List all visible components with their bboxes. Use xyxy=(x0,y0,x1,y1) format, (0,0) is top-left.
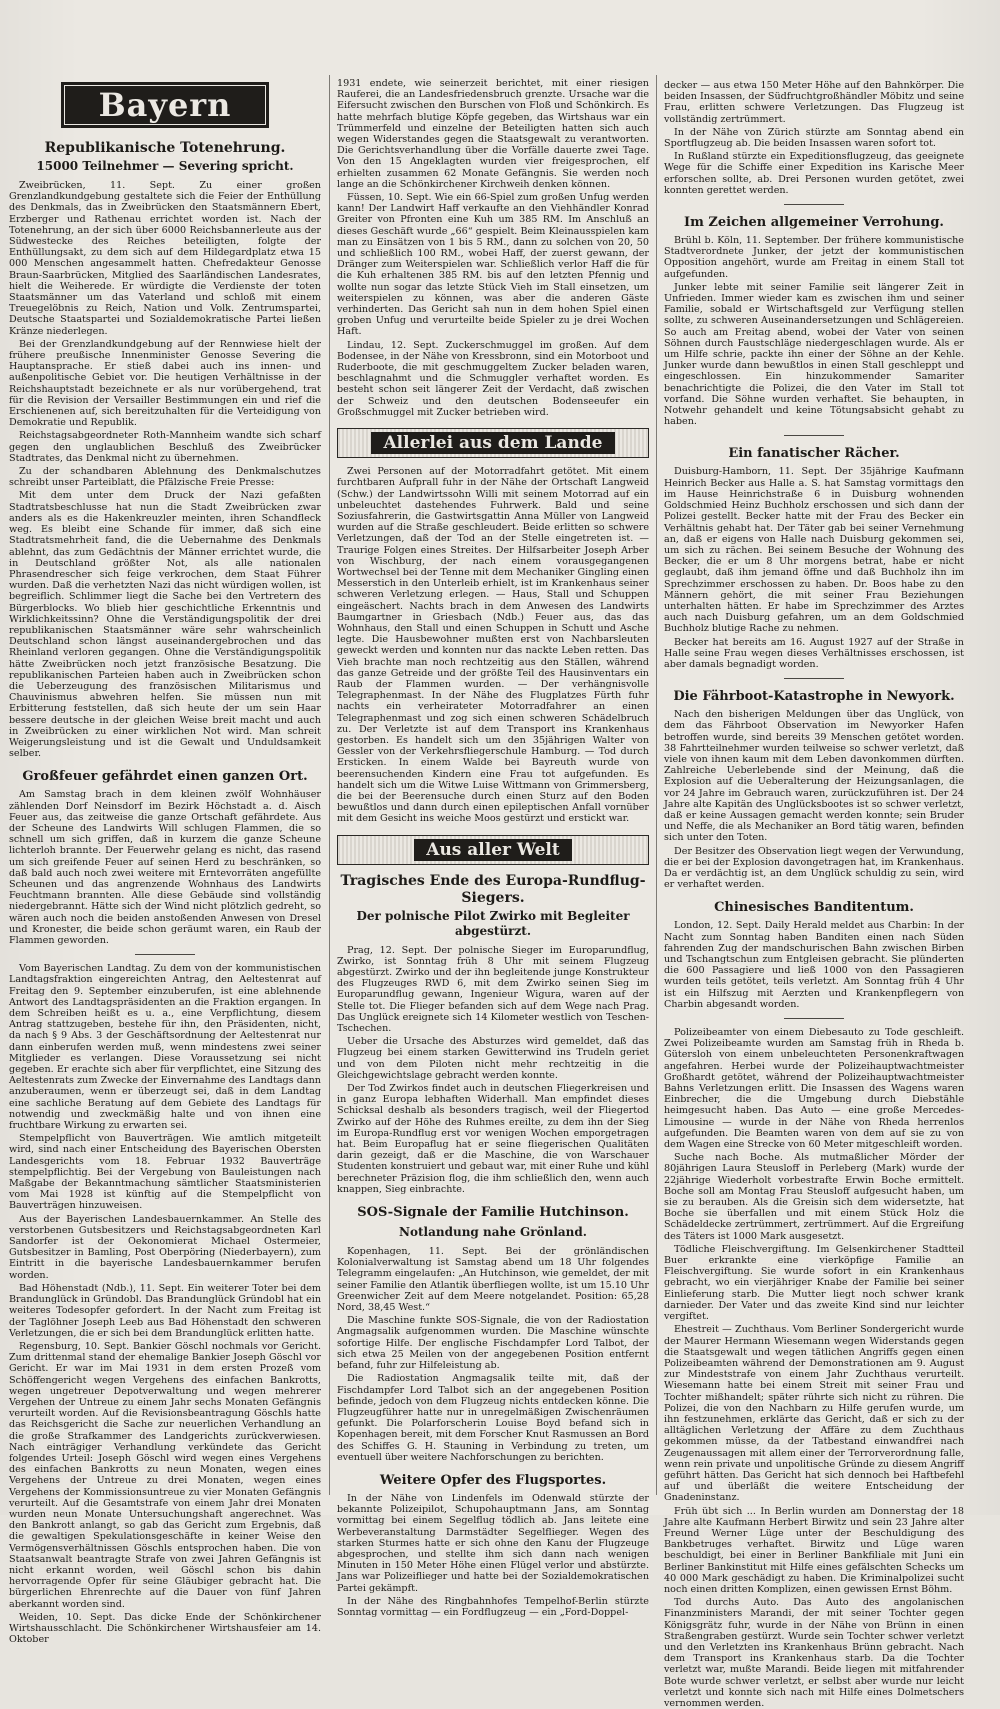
article-paragraph: Vom Bayerischen Landtag. Zu dem von der kommunistischen Landtagsfraktion eingereichten Antrag, den Aeltestenrat auf Freitag den 9. September einzuberufen, ist eine ablehnende Antwort des Landtagspräsidenten an die Fraktion ergangen. In dem Schreiben heißt es u. a., eine Verpflichtung, diesem Antrag stattzugeben, bestehe für ihn, den Präsidenten, nicht, da nach § 9 Abs. 3 der Geschäftsordnung der Aeltestenrat nur dann einberufen werden muß, wenn mindestens zwei seiner Mitglieder es verlangen. Diese Voraussetzung sei nicht gegeben. Er erachte sich aber für verpflichtet, eine Sitzung des Aeltestenrats zum Zwecke der Einvernahme des Landtags dann anzuberaumen, wenn er überzeugt sei, daß in dem Landtag eine sachliche Beratung auf dem Gebiete des Landtags für notwendig und zweckmäßig halte und von ihnen eine fruchtbare Wirkung zu erwarten sei. xyxy=(9,963,321,1132)
article-paragraph: Nach den bisherigen Meldungen über das Unglück, von dem das Fährboot Observation im Newyorker Hafen betroffen wurde, sind bereits 39 Menschen getötet worden. 38 Fahrtteilnehmer wurden teilweise so schwer verletzt, daß viele von ihnen kaum mit dem Leben davonkommen dürften. Zahlreiche Ueberlebende sind der Meinung, daß die Explosion auf die Ueberalterung der Heizungsanlagen, die vor 24 Jahre im Gebrauch waren, zurückzuführen ist. Der 24 Jahre alte Kapitän des Unglücksbootes ist so schwer verletzt, daß er keine Aussagen gemacht werden konnte; sein Bruder und Neffe, die als Mechaniker an Bord tätig waren, befinden sich unter den Toten. xyxy=(664,709,964,844)
separator xyxy=(784,204,844,205)
headline: Tragisches Ende des Europa-Rundflug-Siegers. xyxy=(340,872,646,906)
article-paragraph: Ueber die Ursache des Absturzes wird gemeldet, daß das Flugzeug bei einem starken Gewitterwind ins Trudeln geriet und von dem Piloten nicht mehr rechtzeitig in die Gleichgewichtslage gebracht werden konnte. xyxy=(337,1036,649,1081)
article-paragraph: Lindau, 12. Sept. Zuckerschmuggel im großen. Auf dem Bodensee, in der Nähe von Kressbronn, sind ein Motorboot und Ruderboote, die mit geschmuggeltem Zucker beladen waren, beschlagnahmt und die Schmuggler verhaftet worden. Es besteht schon seit längerer Zeit der Verdacht, daß zwischen der Schweiz und den deutschen Bodenseeufer ein Großschmuggel mit Zucker betrieben wird. xyxy=(337,339,649,418)
section-masthead-bayern: Bayern xyxy=(61,82,269,128)
column-rule xyxy=(329,75,330,1495)
article-paragraph: Brühl b. Köln, 11. September. Der frühere kommunistische Stadtverordnete Junker, der jetzt der kommunistischen Opposition angehört, wurde am Freitag in einem Stall tot aufgefunden. xyxy=(664,235,964,280)
headline: Im Zeichen allgemeiner Verrohung. xyxy=(684,215,944,231)
article-paragraph: In der Nähe von Lindenfels im Odenwald stürzte der bekannte Polizeipilot, Schupohauptmann Jans, am Sonntag vormittag bei einem Segelflug tödlich ab. Jans leitete eine Werbeveranstaltung Darmstädter Segelflieger. Wegen des starken Sturmes hatte er sich ohne den Kanu der Flugzeuge abgesprochen, und stellte ihm sich dann nach wenigen Minuten in 150 Meter Höhe einen Flügel verlor und abstürzte. Jans war Polizeiflieger und hatte bei der Sozialdemokratischen Partei gekämpft. xyxy=(337,1492,649,1594)
article-paragraph: Die Maschine funkte SOS-Signale, die von der Radiostation Angmagsalik aufgenommen wurden. Die Maschine wünschte sofortige Hilfe. Der englische Fischdampfer Lord Talbot, der sich etwa 25 Meilen von der angegebenen Position entfernt befand, fuhr zur Hilfeleistung ab. xyxy=(337,1315,649,1372)
headline: Chinesisches Banditentum. xyxy=(714,900,914,916)
separator xyxy=(135,954,195,955)
article-paragraph: In Rußland stürzte ein Expeditionsflugzeug, das geeignete Wege für die Schiffe einer Expedition ins Karische Meer erforschen sollte, ab. Drei Personen wurden getötet, zwei konnten gerettet werden. xyxy=(664,151,964,196)
article-paragraph: In der Nähe von Zürich stürzte am Sonntag abend ein Sportflugzeug ab. Die beiden Insassen waren sofort tot. xyxy=(664,126,964,150)
article-paragraph: Der Tod Zwirkos findet auch in deutschen Fliegerkreisen und in ganz Europa lebhaften Widerhall. Man empfindet dieses Schicksal deshalb als besonders tragisch, weil der Fliegertod Zwirko auf der Höhe des Ruhmes ereilte, zu dem ihn der Sieg im Europa-Rundflug erst vor wenigen Wochen emporgetragen hat. Beim Europaflug hat er seine fliegerischen Qualitäten darin gezeigt, daß er die Maschine, die von Warschauer Studenten konstruiert und gebaut war, mit einer Ruhe und kühl berechneter Präzision flog, die ihm schließlich den, wenn auch knappen, Sieg einbrachte. xyxy=(337,1083,649,1195)
separator xyxy=(784,435,844,436)
section-banner xyxy=(337,835,649,865)
headline: Großfeuer gefährdet einen ganzen Ort. xyxy=(22,769,308,785)
article-paragraph: Ehestreit — Zuchthaus. Vom Berliner Sondergericht wurde der Maurer Hermann Wiesemann wegen Widerstands gegen die Staatsgewalt und wegen tätlichen Angriffs gegen einen Polizeibeamten während der Demonstrationen am 9. August zur Mindeststrafe von einem Jahr Zuchthaus verurteilt. Wiesemann hatte bei einem Streit mit seiner Frau und Tochter mißhandelt; später rührte sich nicht zu rühren. Die Polizei, die von den Nachbarn zu Hilfe gerufen wurde, um ihn festzunehmen, erklärte das Gericht, daß er sich zu der alltäglichen Verletzung der Affäre zu dem Zuchthaus gekommen müsse, da der Tatbestand einwandfrei nach Zeugenaussagen mit allem einer der Terrorverordnung falle, wenn rein private und unpolitische Gründe zu diesem Angriff geführt hätten. Das Gericht hat sich dennoch bei Haftbefehl auf und überläßt die weitere Entscheidung der Gnadeninstanz. xyxy=(664,1324,964,1504)
article-paragraph: Am Samstag brach in dem kleinen zwölf Wohnhäuser zählenden Dorf Neinsdorf im Bezirk Höchstadt a. d. Aisch Feuer aus, das zeitweise die ganze Ortschaft gefährdete. Aus der Scheune des Landwirts Will schlugen Flammen, die so schnell um sich griffen, daß in kurzem die ganze Scheune lichterloh brannte. Der Feuerwehr gelang es nicht, das rasend um sich greifende Feuer auf seinen Herd zu beschränken, so daß bald auch noch zwei weitere mit Erntevorräten angefüllte Scheunen und das angrenzende Wohnhaus des Landwirts Feuchtmann brannten. Alle diese Gebäude sind vollständig niedergebrannt. Hätte sich der Wind nicht plötzlich gedreht, so wären auch noch die beiden anstoßenden Anwesen von Dresel und Kronester, die beide schon geräumt waren, ein Raub der Flammen geworden. xyxy=(9,789,321,946)
headline: Weitere Opfer des Flugsportes. xyxy=(379,1472,607,1488)
article-paragraph: Mit dem unter dem Druck der Nazi gefaßten Stadtratsbeschlusse hat nun die Stadt Zweibrücken zwar anders als es die Hakenkreuzler meinten, ihren Schandfleck weg. Es bleibt eine Schande für immer, daß sich eine Stadtratsmehrheit fand, die die Uebernahme des Denkmals ablehnt, das zum Gedächtnis der Männer errichtet wurde, die in Deutschland größter Not, als alle nationalen Phrasendrescher sich feige verkrochen, dem Staat Führer wurden. Daß die verhetzten Nazi das nicht würdigen wollen, ist begreiflich. Schlimmer liegt die Sache bei den Vertretern des Bürgerblocks. Wo blieb hier geschichtliche Erkenntnis und Wirklichkeitssinn? Ohne die Verständigungspolitik der drei republikanischen Staatsmänner wäre sehr wahrscheinlich Deutschland schon längst auseinandergebrochen und das Rheinland verloren gegangen. Ohne die Verständigungspolitik hätte Zweibrücken noch jetzt französische Besatzung. Die republikanischen Parteien haben auch in Zweibrücken schon die Ueberzeugung des französischen Militarismus und Chauvinismus abwehren helfen. Sie müssen nun mit Erbitterung feststellen, daß sich heute der um sein Haar bessere deutsche in der gleichen Weise breit macht und auch in Zweibrücken zu einer wirklichen Not wird. Man schreit Weigerungsleistung und ist die Gewalt und Unduldsamkeit selber. xyxy=(9,490,321,760)
article-paragraph: Weiden, 10. Sept. Das dicke Ende der Schönkirchener Wirtshausschlacht. Die Schönkirchener Wirtshausfeier am 14. Oktober xyxy=(9,1611,321,1646)
article-paragraph: Zwei Personen auf der Motorradfahrt getötet. Mit einem furchtbaren Aufprall fuhr in der Nähe der Ortschaft Langweid (Schw.) der Landwirtssohn Willi mit seinem Motorrad auf ein unbeleuchtet dastehendes Fuhrwerk. Bald und seine Soziusfahrerin, die Gastwirtsgattin Anna Müller von Langweid wurden auf die Straße geschleudert. Beide erlitten so schwere Verletzungen, daß der Tod an der Stelle eingetreten ist. — Traurige Folgen eines Streites. Der Hilfsarbeiter Joseph Arber von Wischburg, der nach einem vorausgegangenen Wortwechsel bei der Tenne mit dem Mechaniker Gingling einen Messerstich in den Unterleib erhielt, ist im Krankenhaus seiner schweren Verletzung erlegen. — Haus, Stall und Schuppen eingeäschert. Nachts brach in dem Anwesen des Landwirts Baumgartner in Griesbach (Ndb.) Feuer aus, das das Wohnhaus, den Stall und einen Schuppen in Schutt und Asche legte. Die Hausbewohner mußten erst von Nachbarsleuten geweckt werden und konnten nur das nackte Leben retten. Das Vieh brachte man noch rechtzeitig aus den Ställen, während das ganze Getreide und der größte Teil des Hausinventars ein Raub der Flammen wurden. — Der verhängnisvolle Telegraphenmast. In der Nähe des Flugplatzes Fürth fuhr nachts ein verheirateter Motorradfahrer an einen Telegraphenmast und zog sich einen schweren Schädelbruch zu. Der Verletzte ist auf dem Transport ins Krankenhaus gestorben. Es handelt sich um den 35jährigen Walter von Gessler von der Verkehrsfliegerschule Hamburg. — Tod durch Ersticken. In einem Walde bei Bayreuth wurde von beerensuchenden Kindern eine Frau tot aufgefunden. Es handelt sich um die Witwe Luise Wittmann von Grimmersberg, die bei der Beerensuche durch einen Sturz auf den Boden bewußtlos und dann durch einen epileptischen Anfall vornüber mit dem Gesicht ins weiche Moos gestürzt und erstickt war. xyxy=(337,466,649,825)
article-paragraph: Der Besitzer des Observation liegt wegen der Verwundung, die er bei der Explosion davongetragen hat, im Krankenhaus. Da er verdächtig ist, an dem Unglück schuldig zu sein, wird er verhaftet werden. xyxy=(664,845,964,891)
section-banner-title: Aus aller Welt xyxy=(414,839,572,861)
article-paragraph: Tod durchs Auto. Das Auto des angolanischen Finanzministers Marandi, der mit seiner Tochter gegen Königsgrätz fuhr, wurde in der Nähe von Brünn in einen Straßengraben gestürzt. Wurde sein Tochter schwer verletzt und den Verletzten ins Krankenhaus Brünn gebracht. Nach dem Transport ins Krankenhaus starb. Da die Tochter verletzt war, mußte Marandi. Beide liegen mit mitfahrender Bote wurde schwer verletzt, er selbst aber wurde nur leicht verletzt und konnte sich nach mit Hilfe eines Dolmetschers vernommen werden. xyxy=(664,1597,964,1709)
headline: Ein fanatischer Rächer. xyxy=(728,446,900,462)
article-paragraph: Suche nach Boche. Als mutmaßlicher Mörder der 80jährigen Laura Steusloff in Perleberg (Mark) wurde der 22jährige Wiederholt vorbestrafte Erwin Boche ermittelt. Boche soll am Montag Frau Steusloff aufgesucht haben, um sie zu berauben. Als die Greisin sich dem widersetzte, hat Boche sie überfallen und mit einem Stück Holz die Schädeldecke zertrümmert, zertrümmert. Auf die Ergreifung des Täters ist 1000 Mark ausgesetzt. xyxy=(664,1152,964,1242)
section-banner-title: Allerlei aus dem Lande xyxy=(371,432,614,454)
article-paragraph: Die Radiostation Angmagsalik teilte mit, daß der Fischdampfer Lord Talbot sich an der angegebenen Position befinde, jedoch von dem Flugzeug nichts entdecken könne. Die Flugzeugführer hatte nur in unregelmäßigen Zwischenräumen gefunkt. Die Polarforscherin Louise Boyd befand sich in Kopenhagen bereit, mit dem Forscher Knut Rasmussen an Bord des Schiffes G. H. Stauning in Verbindung zu treten, um eventuell über weitere Nachforschungen zu berichten. xyxy=(337,1373,649,1463)
article-paragraph: Prag, 12. Sept. Der polnische Sieger im Europarundflug, Zwirko, ist Sonntag früh 8 Uhr mit seinem Flugzeug abgestürzt. Zwirko und der ihn begleitende junge Konstrukteur des Flugzeuges RWD 6, mit dem Zwirko seinen Sieg im Europarundflug gewann, Ingenieur Wigura, waren auf der Stelle tot. Die Flieger befanden sich auf dem Wege nach Prag. Das Unglück ereignete sich 14 Kilometer westlich von Teschen-Tschechen. xyxy=(337,944,649,1035)
article-paragraph: Becker hat bereits am 16. August 1927 auf der Straße in Halle seine Frau wegen dieses Verhältnisses erschossen, ist aber damals begnadigt worden. xyxy=(664,636,964,670)
separator xyxy=(784,678,844,679)
column-1 xyxy=(9,70,321,1646)
column-2 xyxy=(337,78,649,1618)
article-paragraph: Früh übt sich ... In Berlin wurden am Donnerstag der 18 Jahre alte Kaufmann Herbert Birwitz und sein 23 Jahre alter Freund Werner Lüge unter der Beschuldigung des Bankbetruges verhaftet. Birwitz und Lüge waren beschuldigt, bei einer in Berliner Bankfiliale mit Juni ein Berliner Bankinstitut mit Hilfe eines gefälschten Schecks um 40 000 Mark geschädigt zu haben. Die Kriminalpolizei sucht noch einen dritten Komplizen, einen gewissen Ernst Böhm. xyxy=(664,1505,964,1595)
subheadline: 15000 Teilnehmer — Severing spricht. xyxy=(36,159,294,173)
article-paragraph: London, 12. Sept. Daily Herald meldet aus Charbin: In der Nacht zum Sonntag haben Banditen einen nach Süden fahrenden Zug der mandschurischen Bahn zwischen Birben und Tschangtschun zum Entgleisen gebracht. Sie plünderten die 600 Passagiere und ließ 1000 von den Passagieren wurden teils getötet, teils verletzt. Am Sonntag früh 4 Uhr ist ein Hilfszug mit Aerzten und Krankenpflegern von Charbin abgesandt worden. xyxy=(664,920,964,1010)
article-paragraph: Zu der schandbaren Ablehnung des Denkmalschutzes schreibt unser Parteiblatt, die Pfälzische Freie Presse: xyxy=(9,466,321,489)
section-banner xyxy=(337,428,649,458)
article-paragraph: Reichstagsabgeordneter Roth-Mannheim wandte sich scharf gegen den unglaublichen Beschluß des Zweibrücker Stadtrates, das Denkmal nicht zu übernehmen. xyxy=(9,430,321,464)
article-paragraph: Aus der Bayerischen Landesbauernkammer. An Stelle des verstorbenen Gutsbesitzers und Reichstagsabgeordneten Karl Sandorfer ist der Oekonomierat Michael Ostermeier, Gutsbesitzer in Bamling, Post Oberpöring (Niederbayern), zum Eintritt in die bayerische Landesbauernkammer berufen worden. xyxy=(9,1213,321,1281)
article-paragraph: Tödliche Fleischvergiftung. Im Gelsenkirchener Stadtteil Buer erkrankte eine vierköpfige Familie an Fleischvergiftung. Sie wurde sofort in ein Krankenhaus gebracht, wo ein vierjähriger Knabe der Familie bei seiner Einlieferung starb. Die Mutter liegt noch schwer krank darnieder. Der Vater und das zweite Kind sind nur leichter vergiftet. xyxy=(664,1243,964,1323)
article-paragraph: Stempelpflicht von Bauverträgen. Wie amtlich mitgeteilt wird, sind nach einer Entscheidung des Bayerischen Obersten Landesgerichts vom 18. Februar 1932 Bauverträge stempelpflichtig. Bei der Vergebung von Bauleistungen nach Maßgabe der Bekanntmachung sämtlicher Staatsministerien vom Mai 1928 ist künftig auf die Stempelpflicht von Bauverträgen hinzuweisen. xyxy=(9,1133,321,1212)
subheadline: Notlandung nahe Grönland. xyxy=(399,1225,587,1240)
article-paragraph: Regensburg, 10. Sept. Bankier Göschl nochmals vor Gericht. Zum drittenmal stand der ehemalige Bankier Joseph Göschl vor Gericht. Er war im Mai 1931 in dem ersten Prozeß vom Schöffengericht wegen Vergehens des einfachen Bankrotts, wegen ungetreuer Depotverwaltung und wegen mehrerer Vergehen der Untreue zu einem Jahr sechs Monaten Gefängnis verurteilt worden. Auf die Revisionsbeantragung Göschls hatte das Reichsgericht die Sache zur neuerlichen Verhandlung an die große Strafkammer des Landgerichts zurückverwiesen. Nach einträgiger Verhandlung verkündete das Gericht folgendes Urteil: Joseph Göschl wird wegen eines Vergehens des einfachen Bankrotts zu neun Monaten, wegen eines Vergehens der Untreue zu drei Monaten, wegen eines Vergehens der Kommissionsuntreue zu vier Monaten Gefängnis verurteilt. Auf die Gesamtstrafe von einem Jahr drei Monaten wurden neun Monate Untersuchungshaft angerechnet. Was den Bankrott anlangt, so gab das Gericht zum Ergebnis, daß die gewaltigen Spekulationsgeschäfte in keiner Weise den Vermögensverhältnissen Göschls entsprochen haben. Die von Staatsanwalt beantragte Strafe von zwei Jahren Gefängnis ist nicht erkannt worden, weil Göschl schon bis dahin hervorragende Opfer für seine Gläubiger gebracht hat. Die bürgerlichen Ehrenrechte auf die Dauer von fünf Jahren aberkannt worden sind. xyxy=(9,1340,321,1610)
headline: Republikanische Totenehrung. xyxy=(44,140,286,156)
article-paragraph: Bei der Grenzlandkundgebung auf der Rennwiese hielt der frühere preußische Innenminister Genosse Severing die Hauptansprache. Er stieß dabei auch ins innen- und außenpolitische Gebiet vor. Die heutigen Verhältnisse in der Reichshauptstadt bezeichnete er als nur vorübergehend, trat für die Revision der Versailler Bestimmungen ein und rief die Erschienenen auf, sich bereitzuhalten für die Verteidigung von Demokratie und Republik. xyxy=(9,338,321,429)
article-paragraph: Füssen, 10. Sept. Wie ein 66-Spiel zum großen Unfug werden kann! Der Landwirt Haff verkaufte an den Viehhändler Konrad Greiter von Pfronten eine Kuh um 385 RM. Im Anschluß an dieses Geschäft wurde „66“ gespielt. Beim Kleinausspielen kam man zu Einsätzen von 1 bis 5 RM., dann zu solchen von 20, 50 und schließlich 100 RM., wobei Haff, der zuerst gewann, der Dränger zum Weiterspielen war. Schließlich verlor Haff die für die Kuh erhaltenen 385 RM. bis auf den letzten Pfennig und wollte nun sogar das letzte Stück Vieh im Stall einsetzen, um weiterspielen zu können, was aber die anderen Gäste verhinderten. Das Gericht sah nun in dem hohen Spiel einen groben Unfug und verurteilte beide Spieler zu je drei Wochen Haft. xyxy=(337,192,649,338)
column-3 xyxy=(664,80,964,1709)
article-paragraph: Zweibrücken, 11. Sept. Zu einer großen Grenzlandkundgebung gestaltete sich die Feier der Enthüllung des Denkmals, das in Zweibrücken den Staatsmännern Ebert, Erzberger und Rathenau errichtet worden ist. Nach der Totenehrung, an der sich über 6000 Reichsbannerleute aus der Südwestecke des Reiches beteiligten, folgte der Enthüllungsakt, zu dem sich auf dem Hildegardplatz etwa 15 000 Menschen angesammelt hatten. Chefredakteur Genosse Braun-Saarbrücken, Mitglied des Saarländischen Landesrates, hielt die Weiherede. Er würdigte die Verdienste der toten Staatsmänner um das Vaterland und schloß mit einem Treuegelöbnis zu Reich, Nation und Volk. Zentrumspartei, Deutsche Staatspartei und Sozialdemokratische Partei ließen Kränze niederlegen. xyxy=(9,180,321,337)
separator xyxy=(784,1018,844,1019)
subheadline: Der polnische Pilot Zwirko mit Begleiter abgestürzt. xyxy=(356,908,630,938)
article-paragraph: Junker lebte mit seiner Familie seit längerer Zeit in Unfrieden. Immer wieder kam es zwischen ihm und seiner Familie, sobald er Wirtschaftsgeld zur Verfügung stellen sollte, zu schweren Auseinandersetzungen und Schlägereien. So auch am Freitag abend, wobei der Vater von seinen Söhnen durch Faustschläge niedergeschlagen wurde. Als er um Hilfe schrie, packte ihn einer der Söhne an der Kehle. Junker wurde dann bewußtlos in einen Stall geschleppt und eingeschlossen. Ein hinzukommender Samariter benachrichtigte die Polizei, die den Vater im Stall tot vorfand. Die Söhne wurden verhaftet. Sie behaupten, in Notwehr gehandelt und keine Tötungsabsicht gehabt zu haben. xyxy=(664,281,964,428)
article-paragraph: decker — aus etwa 150 Meter Höhe auf den Bahnkörper. Die beiden Insassen, der Südfruchtgroßhändler Möbitz und seine Frau, erlitten schwere Verletzungen. Das Flugzeug ist vollständig zertrümmert. xyxy=(664,80,964,125)
headline: SOS-Signale der Familie Hutchinson. xyxy=(357,1205,629,1221)
column-rule xyxy=(656,75,657,1495)
article-paragraph: Kopenhagen, 11. Sept. Bei der grönländischen Kolonialverwaltung ist Samstag abend um 18 Uhr folgendes Telegramm eingelaufen: „An Hutchinson, wie gemeldet, der mit seiner Familie den Atlantik überfliegen wollte, ist um 15.10 Uhr Greenwicher Zeit auf dem Meere notgelandet. Position: 65,28 Nord, 38,45 West.“ xyxy=(337,1246,649,1314)
article-paragraph: 1931 endete, wie seinerzeit berichtet, mit einer riesigen Rauferei, die an Landesfriedensbruch grenzte. Ursache war die Eifersucht zwischen den Burschen von Floß und Schönkirch. Es hatte mehrfach blutige Köpfe gegeben, das Wirtshaus war ein Trümmerfeld und einzelne der Beteiligten hatten sich auch wegen Widerstandes gegen die Staatsgewalt zu verantworten. Die Gerichtsverhandlung über die Vorfälle dauerte zwei Tage. Von den 15 Angeklagten wurden vier freigesprochen, elf erhielten zusammen 62 Monate Gefängnis. Sie werden noch lange an die Schönkirchener Kirchweih denken können. xyxy=(337,78,649,190)
article-paragraph: Bad Höhenstadt (Ndb.), 11. Sept. Ein weiterer Toter bei dem Brandunglück in Gründobl. Das Brandunglück Gründobl hat ein weiteres Todesopfer gefordert. In der Nacht zum Freitag ist der Taglöhner Joseph Leeb aus Bad Höhenstadt den schweren Verletzungen, die er sich bei dem Brandunglück erlitten hatte. xyxy=(9,1282,321,1339)
headline: Die Fährboot-Katastrophe in Newyork. xyxy=(673,689,955,705)
article-paragraph: In der Nähe des Ringbahnhofes Tempelhof-Berlin stürzte Sonntag vormittag — ein Fordflugzeug — ein „Ford-Doppel- xyxy=(337,1595,649,1618)
article-paragraph: Duisburg-Hamborn, 11. Sept. Der 35jährige Kaufmann Heinrich Becker aus Halle a. S. hat Samstag vormittags den im Hause Heinrichstraße 6 in Duisburg wohnenden Goldschmied Heinz Buchholz erschossen und sich dann der Polizei gestellt. Becker hatte mit der Frau des Becker ein Verhältnis gehabt hat. Der Täter gab bei seiner Vernehmung an, daß er eigens von Halle nach Duisburg gekommen sei, um sich zu rächen. Bei seinem Besuche der Wohnung des Becker, die er um 8 Uhr morgens betrat, habe er nicht geglaubt, daß ihm jemand öffne und daß Buchholz ihn im Sprechzimmer erschossen zu haben. Dr. Boos habe zu den Männern gehört, die mit seiner Frau Beziehungen unterhalten hätten. Er habe im Sprechzimmer des Arztes auch nach Duisburg gefahren, um an dem Goldschmied Buchholz blutige Rache zu nehmen. xyxy=(664,466,964,635)
article-paragraph: Polizeibeamter von einem Diebesauto zu Tode geschleift. Zwei Polizeibeamte wurden am Samstag früh in Rheda b. Gütersloh von einem unbeleuchteten Personenkraftwagen angefahren. Herbei wurde der Polizeihauptwachtmeister Großhardt getötet, während der Polizeihauptwachtmeister Bahns Verletzungen erlitt. Die Insassen des Wagens waren Einbrecher, die die Umgebung durch Diebstähle heimgesucht haben. Das Auto — eine große Mercedes-Limousine — wurde in der Nähe von Rheda herrenlos aufgefunden. Die Beamten waren von dem auf sie zu von dem Wagen eine Strecke von 60 Meter mitgeschleift worden. xyxy=(664,1027,964,1151)
